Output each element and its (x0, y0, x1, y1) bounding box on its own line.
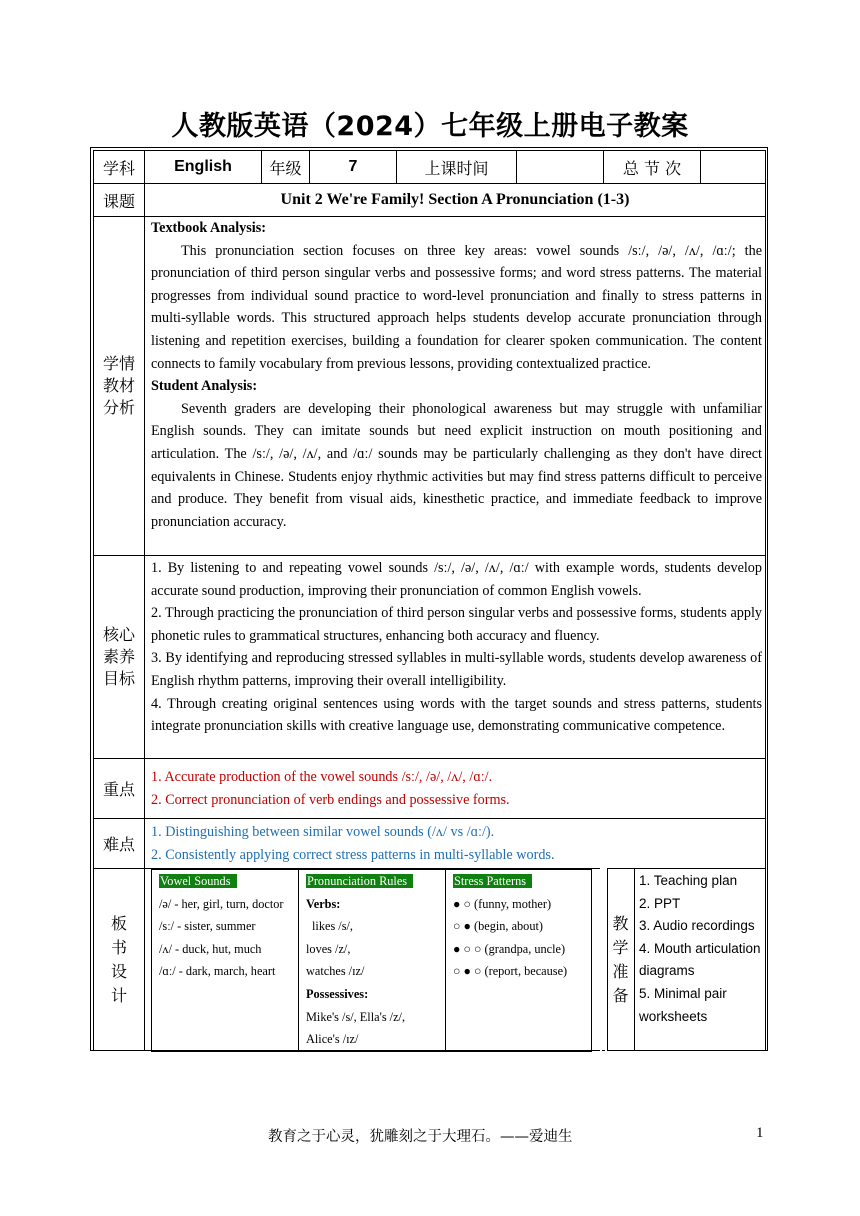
prep-content: 1. Teaching plan 2. PPT 3. Audio recordings 4. Mouth articulation diagrams 5. Minimal pair worksheets (635, 869, 766, 1051)
difficulties-content (145, 819, 766, 869)
objective-item: 1. By listening to and repeating vowel sounds /sː/, /ə/, /ʌ/, /ɑː/ with example words, students develop accurate sound production, improving their pronunciation of common English vowels. (151, 560, 762, 599)
class-time-value (517, 151, 604, 184)
board-row (94, 869, 766, 1051)
student-analysis-heading: Student Analysis: (151, 378, 258, 395)
page-number: 1 (756, 1125, 764, 1141)
objectives-content (145, 556, 766, 759)
key-points-row (94, 759, 766, 819)
objectives-row (94, 556, 766, 759)
total-sessions-value (701, 151, 766, 184)
pronunciation-rules-heading: Pronunciation Rules (306, 874, 413, 888)
grade-value: 7 (310, 151, 397, 184)
textbook-analysis-heading: Textbook Analysis: (151, 220, 266, 236)
prep-label: 教 学 准 备 (604, 869, 635, 1051)
objective-item: 4. Through creating original sentences using words with the target sounds and stress patterns, students integrate pronunciation skills with creative language use, demonstrating communicative competence. (151, 695, 762, 735)
board-design-cell (145, 869, 604, 1051)
key-points-content (145, 759, 766, 819)
analysis-content (145, 217, 766, 556)
page-title: 人教版英语（2024）七年级上册电子教案 (171, 111, 689, 142)
objectives-label: 核心 素养 目标 (94, 556, 145, 759)
analysis-row (94, 217, 766, 556)
pronunciation-rules-column: Pronunciation Rules Verbs: likes /s/, loves /z/, watches /ɪz/ Possessives: Mike's /s/, Ella's /z/, Alice's /ɪz/ (299, 870, 446, 1052)
header-row (94, 151, 766, 184)
difficulty-item: 1. Distinguishing between similar vowel sounds (/ʌ/ vs /ɑː/). (151, 823, 495, 840)
objective-item: 3. By identifying and reproducing stressed syllables in multi-syllable words, students develop awareness of English rhythm patterns, improving their overall intelligibility. (151, 650, 762, 689)
key-point-item: 1. Accurate production of the vowel sounds /sː/, /ə/, /ʌ/, /ɑː/. (151, 768, 493, 785)
stress-patterns-heading: Stress Patterns (453, 874, 532, 888)
stress-patterns-column: Stress Patterns ● ○ (funny, mother) ○ ● (begin, about) ● ○ ○ (grandpa, uncle) ○ ● ○ (report, because) (446, 870, 592, 1052)
footer-quote: 教育之于心灵，犹雕刻之于大理石。——爱迪生 (268, 1129, 573, 1145)
topic-label: 课题 (94, 184, 145, 217)
textbook-analysis-text: This pronunciation section focuses on three key areas: vowel sounds /sː/, /ə/, /ʌ/, /ɑː/; the pronunciation of third person singular verbs and possessive forms; and word stress patterns. The material progresses from individual sound practice to word-level pronunciation and finally to stress patterns in multi-syllable words. This structured approach helps students develop accurate pronunciation through listening and repetition exercises, building a foundation for clearer spoken communication. The content connects to family vocabulary from previous lessons, providing contextualized practice. (151, 242, 762, 372)
analysis-label: 学情 教材 分析 (94, 217, 145, 556)
difficulties-row (94, 819, 766, 869)
objective-item: 2. Through practicing the pronunciation of third person singular verbs and possessive forms, students apply phonetic rules to grammatical structures, enhancing both accuracy and fluency. (151, 605, 762, 644)
student-analysis-text: Seventh graders are developing their phonological awareness but may struggle with unfamiliar English sounds. They can imitate sounds but need explicit instruction on mouth positioning and articulation. The /sː/, /ə/, /ʌ/, and /ɑː/ sounds may be particularly challenging as they don't have direct equivalents in Chinese. Students enjoy rhythmic activities but may find stress patterns difficult to perceive and produce. They benefit from visual aids, kinesthetic practice, and immediate feedback to improve pronunciation accuracy. (151, 400, 762, 530)
difficulty-item: 2. Consistently applying correct stress patterns in multi-syllable words. (151, 846, 555, 863)
total-sessions-label: 总 节 次 (604, 151, 701, 184)
board-design-table (151, 869, 592, 1052)
lesson-plan-table (93, 150, 766, 1051)
key-point-item: 2. Correct pronunciation of verb endings and possessive forms. (151, 791, 510, 808)
difficulties-label: 难点 (94, 819, 145, 869)
topic-row (94, 184, 766, 217)
key-points-label: 重点 (94, 759, 145, 819)
grade-label: 年级 (262, 151, 310, 184)
subject-label: 学科 (94, 151, 145, 184)
topic-value: Unit 2 We're Family! Section A Pronunciation (1-3) (145, 184, 766, 217)
subject-value: English (145, 151, 262, 184)
vowel-sounds-column: Vowel Sounds /ə/ - her, girl, turn, doctor /sː/ - sister, summer /ʌ/ - duck, hut, much /ɑː/ - dark, march, heart (152, 870, 299, 1052)
board-label: 板 书 设 计 (94, 869, 145, 1051)
vowel-sounds-heading: Vowel Sounds (159, 874, 237, 888)
class-time-label: 上课时间 (397, 151, 517, 184)
